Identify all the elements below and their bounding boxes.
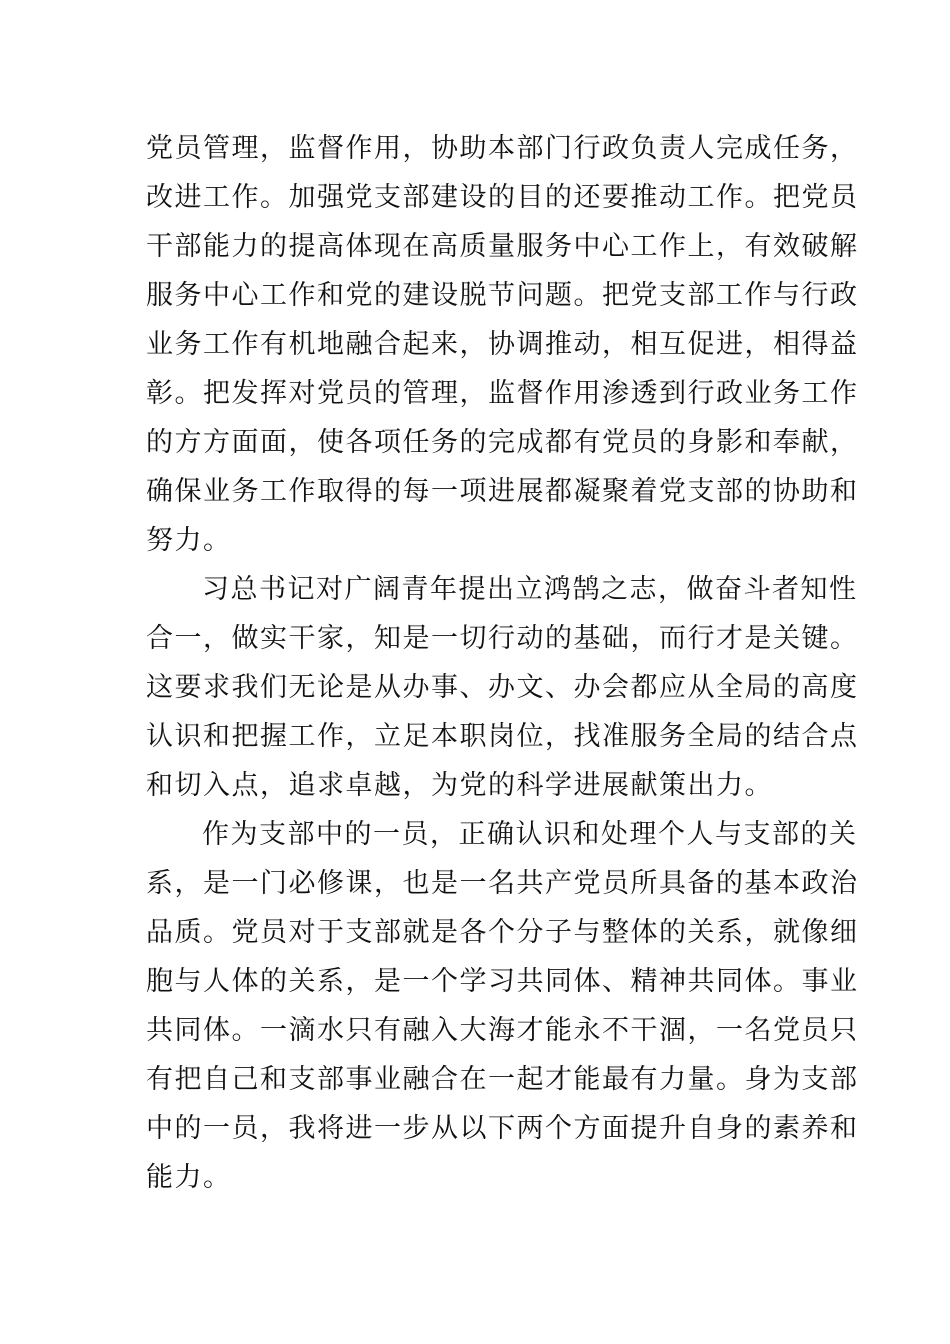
text-line: 确保业务工作取得的每一项进展都凝聚着党支部的协助和 bbox=[146, 476, 859, 507]
paragraph-2 bbox=[146, 565, 859, 810]
text-line: 共同体。一滴水只有融入大海才能永不干涸，一名党员只 bbox=[146, 1015, 859, 1046]
text-line: 合一，做实干家，知是一切行动的基础，而行才是关键。 bbox=[146, 623, 859, 654]
text-line: 认识和把握工作，立足本职岗位，找准服务全局的结合点 bbox=[146, 721, 859, 752]
document-body bbox=[146, 124, 859, 1202]
text-line: 党员管理，监督作用，协助本部门行政负责人完成任务， bbox=[146, 133, 859, 164]
text-line: 系，是一门必修课，也是一名共产党员所具备的基本政治 bbox=[146, 868, 859, 899]
text-line: 彰。把发挥对党员的管理，监督作用渗透到行政业务工作 bbox=[146, 378, 859, 409]
text-line: 这要求我们无论是从办事、办文、办会都应从全局的高度 bbox=[146, 672, 859, 703]
text-line: 干部能力的提高体现在高质量服务中心工作上，有效破解 bbox=[146, 231, 859, 262]
paragraph-1 bbox=[146, 124, 859, 565]
text-line: 习总书记对广阔青年提出立鸿鹄之志，做奋斗者知性 bbox=[202, 574, 858, 605]
text-line: 服务中心工作和党的建设脱节问题。把党支部工作与行政 bbox=[146, 280, 859, 311]
text-line: 作为支部中的一员，正确认识和处理个人与支部的关 bbox=[202, 819, 858, 850]
text-line: 的方方面面，使各项任务的完成都有党员的身影和奉献， bbox=[146, 427, 859, 458]
text-line: 努力。 bbox=[146, 525, 232, 556]
paragraph-3 bbox=[146, 810, 859, 1202]
text-line: 胞与人体的关系，是一个学习共同体、精神共同体。事业 bbox=[146, 966, 859, 997]
text-line: 中的一员，我将进一步从以下两个方面提升自身的素养和 bbox=[146, 1113, 859, 1144]
text-line: 有把自己和支部事业融合在一起才能最有力量。身为支部 bbox=[146, 1064, 859, 1095]
text-line: 品质。党员对于支部就是各个分子与整体的关系，就像细 bbox=[146, 917, 859, 948]
text-line: 改进工作。加强党支部建设的目的还要推动工作。把党员 bbox=[146, 182, 859, 213]
text-line: 和切入点，追求卓越，为党的科学进展献策出力。 bbox=[146, 770, 773, 801]
text-line: 业务工作有机地融合起来，协调推动，相互促进，相得益 bbox=[146, 329, 859, 360]
text-line: 能力。 bbox=[146, 1162, 232, 1193]
